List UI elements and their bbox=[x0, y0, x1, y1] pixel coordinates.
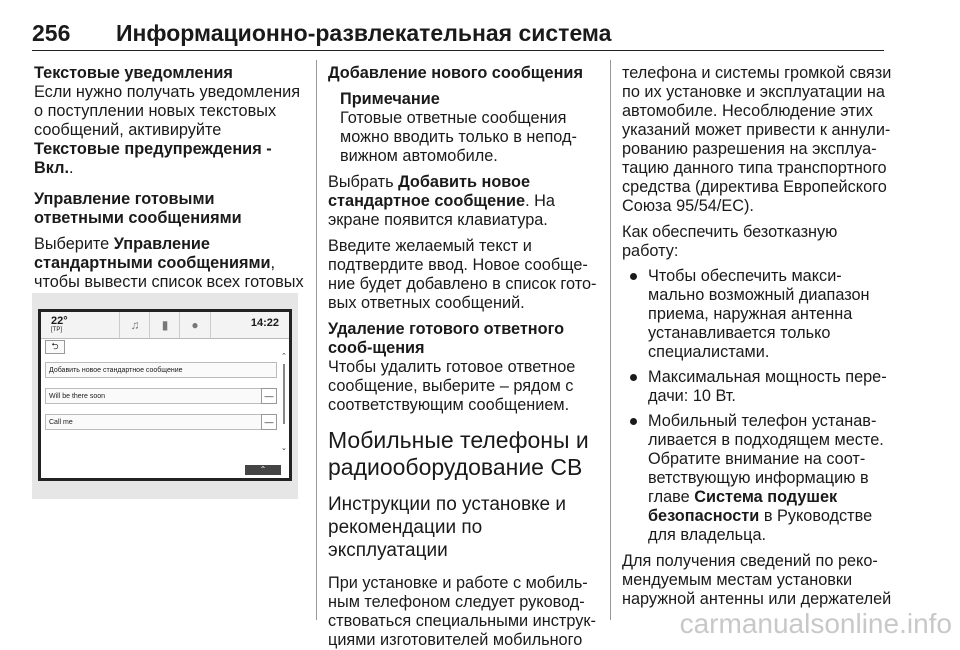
section-heading-delete-message: Удаление готового ответного сооб-щения bbox=[328, 320, 565, 357]
paragraph bbox=[34, 83, 306, 178]
paragraph: телефона и системы громкой связи по их установке и эксплуатации на автомобиле. Несоблюдение этих указаний может привести к аннули-рованию разрешения на эксплуа-тацию данного типа транспортного средства (директива Европейского Союза 95/54/EC). bbox=[622, 64, 892, 215]
menu-reference: Текстовые предупреждения - Вкл. bbox=[34, 140, 272, 177]
bullet-icon bbox=[630, 374, 637, 381]
text: Выбрать bbox=[328, 173, 399, 191]
page-header bbox=[32, 20, 884, 51]
column-1 bbox=[34, 64, 306, 311]
list-item-label: Will be there soon bbox=[49, 393, 106, 400]
list-item[interactable] bbox=[45, 388, 277, 404]
text: , чтобы вывести список всех готовых bbox=[34, 254, 304, 291]
temperature: 22° bbox=[51, 315, 68, 327]
scrollbar[interactable] bbox=[281, 352, 287, 452]
list-item[interactable] bbox=[45, 414, 277, 430]
list-item-label: Call me bbox=[49, 419, 73, 426]
infotainment-screenshot bbox=[32, 293, 298, 499]
menu-reference: Добавить новое стандартное сообщение bbox=[328, 173, 531, 210]
text: Выберите bbox=[34, 235, 114, 253]
paragraph: При установке и работе с мобиль-ным телефоном следует руковод-ствоваться специальными инструк-циями изготовителей мобильного bbox=[328, 574, 596, 649]
collapse-button[interactable]: ⌃ bbox=[245, 465, 281, 475]
bullet-list bbox=[622, 267, 894, 545]
menu-reference: Управление стандартными сообщениями bbox=[34, 235, 271, 272]
phone-icon: ▮ bbox=[149, 312, 180, 338]
column-divider bbox=[316, 60, 317, 620]
list-item[interactable] bbox=[45, 362, 277, 378]
text: Если нужно получать уведомления о поступлении новых текстовых сообщений, активируйте bbox=[34, 83, 301, 139]
status-bar bbox=[41, 312, 289, 339]
music-icon: ♫ bbox=[119, 312, 150, 338]
page-number: 256 bbox=[32, 20, 71, 46]
chevron-up-icon: ⌃ bbox=[281, 353, 287, 360]
column-3 bbox=[622, 64, 894, 609]
text: . На экране появится клавиатура. bbox=[328, 192, 555, 229]
chapter-reference: Система подушек безопасности bbox=[648, 488, 838, 525]
tp-indicator: [TP] bbox=[51, 327, 63, 333]
list-item bbox=[622, 412, 894, 545]
subsection-heading: Инструкции по установке и рекомендации по эксплуатации bbox=[328, 494, 567, 561]
delete-button[interactable]: — bbox=[261, 388, 277, 404]
chapter-heading: Мобильные телефоны и радиооборудование CB bbox=[328, 427, 589, 480]
paragraph bbox=[328, 173, 600, 230]
display-frame bbox=[38, 309, 292, 481]
bullet-icon bbox=[630, 418, 637, 425]
text: Мобильный телефон устанав-ливается в подходящем месте. Обратите внимание на соот-ветствующую информацию в главе bbox=[648, 412, 884, 506]
list-item bbox=[622, 267, 894, 362]
list-item-label: Добавить новое стандартное сообщение bbox=[49, 367, 183, 374]
paragraph: Для получения сведений по реко-мендуемым местам установки наружной антенны или держателей bbox=[622, 552, 892, 608]
delete-button[interactable]: — bbox=[261, 414, 277, 430]
clock: 14:22 bbox=[250, 317, 279, 329]
back-button[interactable]: ⮌ bbox=[45, 340, 65, 354]
paragraph: Чтобы удалить готовое ответное сообщение, выберите – рядом с соответствующим сообщением. bbox=[328, 358, 576, 414]
text: Максимальная мощность пере-дачи: 10 Вт. bbox=[648, 368, 887, 405]
chevron-down-icon: ⌄ bbox=[281, 445, 287, 452]
navigation-icon: ● bbox=[179, 312, 211, 338]
bullet-icon bbox=[630, 273, 637, 280]
note-body: Готовые ответные сообщения можно вводить только в непод-вижном автомобиле. bbox=[340, 109, 577, 165]
text: Чтобы обеспечить макси-мально возможный диапазон приема, наружная антенна устанавливается только специалистами. bbox=[648, 267, 870, 361]
column-divider bbox=[610, 60, 611, 620]
column-2 bbox=[328, 64, 600, 650]
note-box bbox=[328, 90, 600, 166]
section-heading-text-notifications: Текстовые уведомления bbox=[34, 64, 233, 82]
text: в Руководстве для владельца. bbox=[648, 507, 873, 544]
text: . bbox=[68, 159, 74, 177]
note-title: Примечание bbox=[340, 90, 440, 108]
page-title: Информационно-развлекательная система bbox=[116, 20, 612, 46]
paragraph: Введите желаемый текст и подтвердите ввод. Новое сообще-ние будет добавлено в список гото-вых ответных сообщений. bbox=[328, 237, 597, 312]
watermark: carmanualsonline.info bbox=[679, 608, 952, 639]
list-item bbox=[622, 368, 894, 406]
paragraph: Как обеспечить безотказную работу: bbox=[622, 223, 838, 260]
section-heading-manage-replies: Управление готовыми ответными сообщениями bbox=[34, 190, 242, 227]
section-heading-add-message: Добавление нового сообщения bbox=[328, 64, 583, 82]
